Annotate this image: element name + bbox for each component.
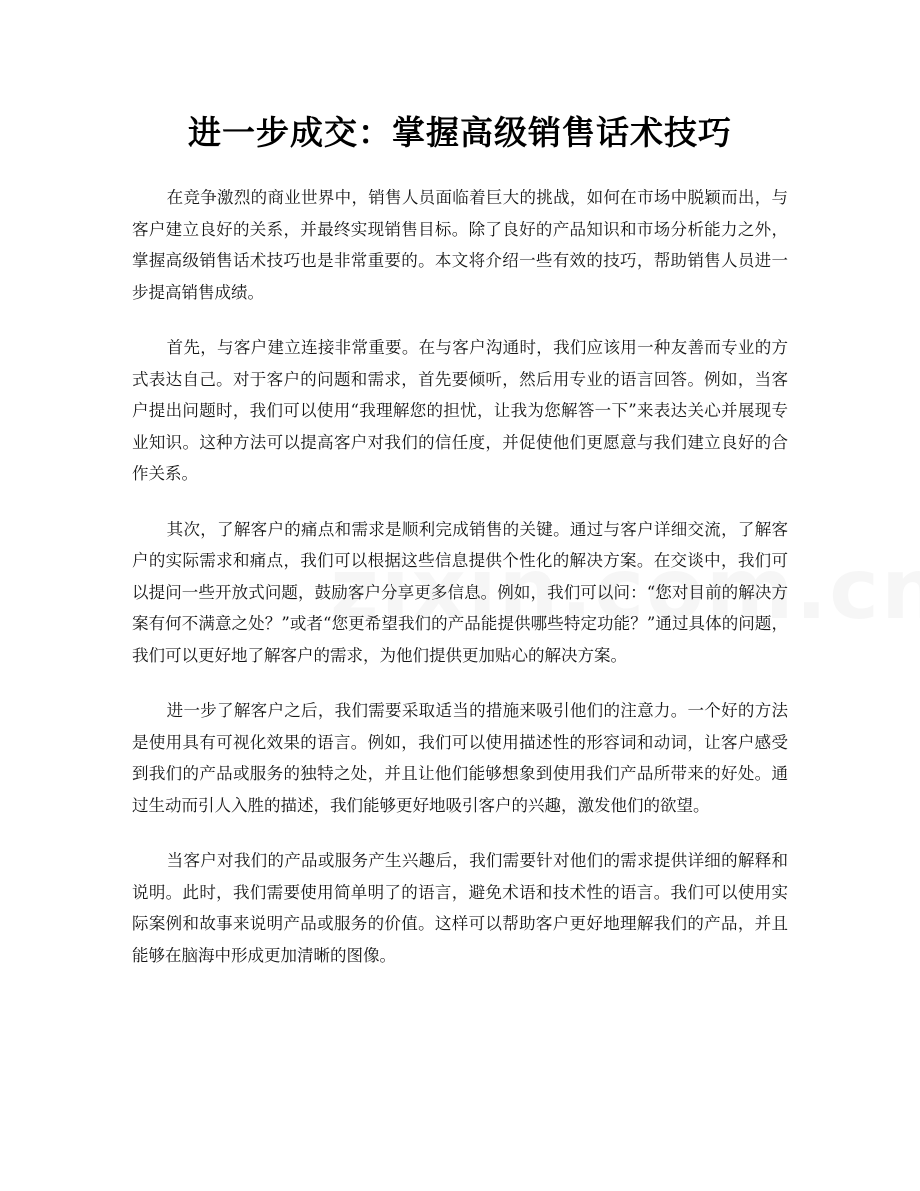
paragraph-needs: 其次，了解客户的痛点和需求是顺利完成销售的关键。通过与客户详细交流，了解客户的实际需求和痛点，我们可以根据这些信息提供个性化的解决方案。在交谈中，我们可以提问一些开放式问题，鼓励客户分享更多信息。例如，我们可以问：“您对目前的解决方案有何不满意之处？”或者“您更希望我们的产品能提供哪些特定功能？”通过具体的问题，我们可以更好地了解客户的需求，为他们提供更加贴心的解决方案。	[132, 519, 788, 665]
paragraph-intro: 在竞争激烈的商业世界中，销售人员面临着巨大的挑战，如何在市场中脱颖而出，与客户建立良好的关系，并最终实现销售目标。除了良好的产品知识和市场分析能力之外，掌握高级销售话术技巧也是非常重要的。本文将介绍一些有效的技巧，帮助销售人员进一步提高销售成绩。	[132, 188, 788, 302]
document-title: 进一步成交：掌握高级销售话术技巧	[188, 113, 732, 152]
paragraph-explain: 当客户对我们的产品或服务产生兴趣后，我们需要针对他们的需求提供详细的解释和说明。此时，我们需要使用简单明了的语言，避免术语和技术性的语言。我们可以使用实际案例和故事来说明产品或服务的价值。这样可以帮助客户更好地理解我们的产品，并且能够在脑海中形成更加清晰的图像。	[132, 851, 788, 965]
document-body	[132, 182, 788, 995]
paragraph-attention: 进一步了解客户之后，我们需要采取适当的措施来吸引他们的注意力。一个好的方法是使用具有可视化效果的语言。例如，我们可以使用描述性的形容词和动词，让客户感受到我们的产品或服务的独特之处，并且让他们能够想象到使用我们产品所带来的好处。通过生动而引人入胜的描述，我们能够更好地吸引客户的兴趣，激发他们的欲望。	[132, 701, 788, 815]
paragraph-connect: 首先，与客户建立连接非常重要。在与客户沟通时，我们应该用一种友善而专业的方式表达自己。对于客户的问题和需求，首先要倾听，然后用专业的语言回答。例如，当客户提出问题时，我们可以使用“我理解您的担忧，让我为您解答一下”来表达关心并展现专业知识。这种方法可以提高客户对我们的信任度，并促使他们更愿意与我们建立良好的合作关系。	[132, 338, 788, 483]
